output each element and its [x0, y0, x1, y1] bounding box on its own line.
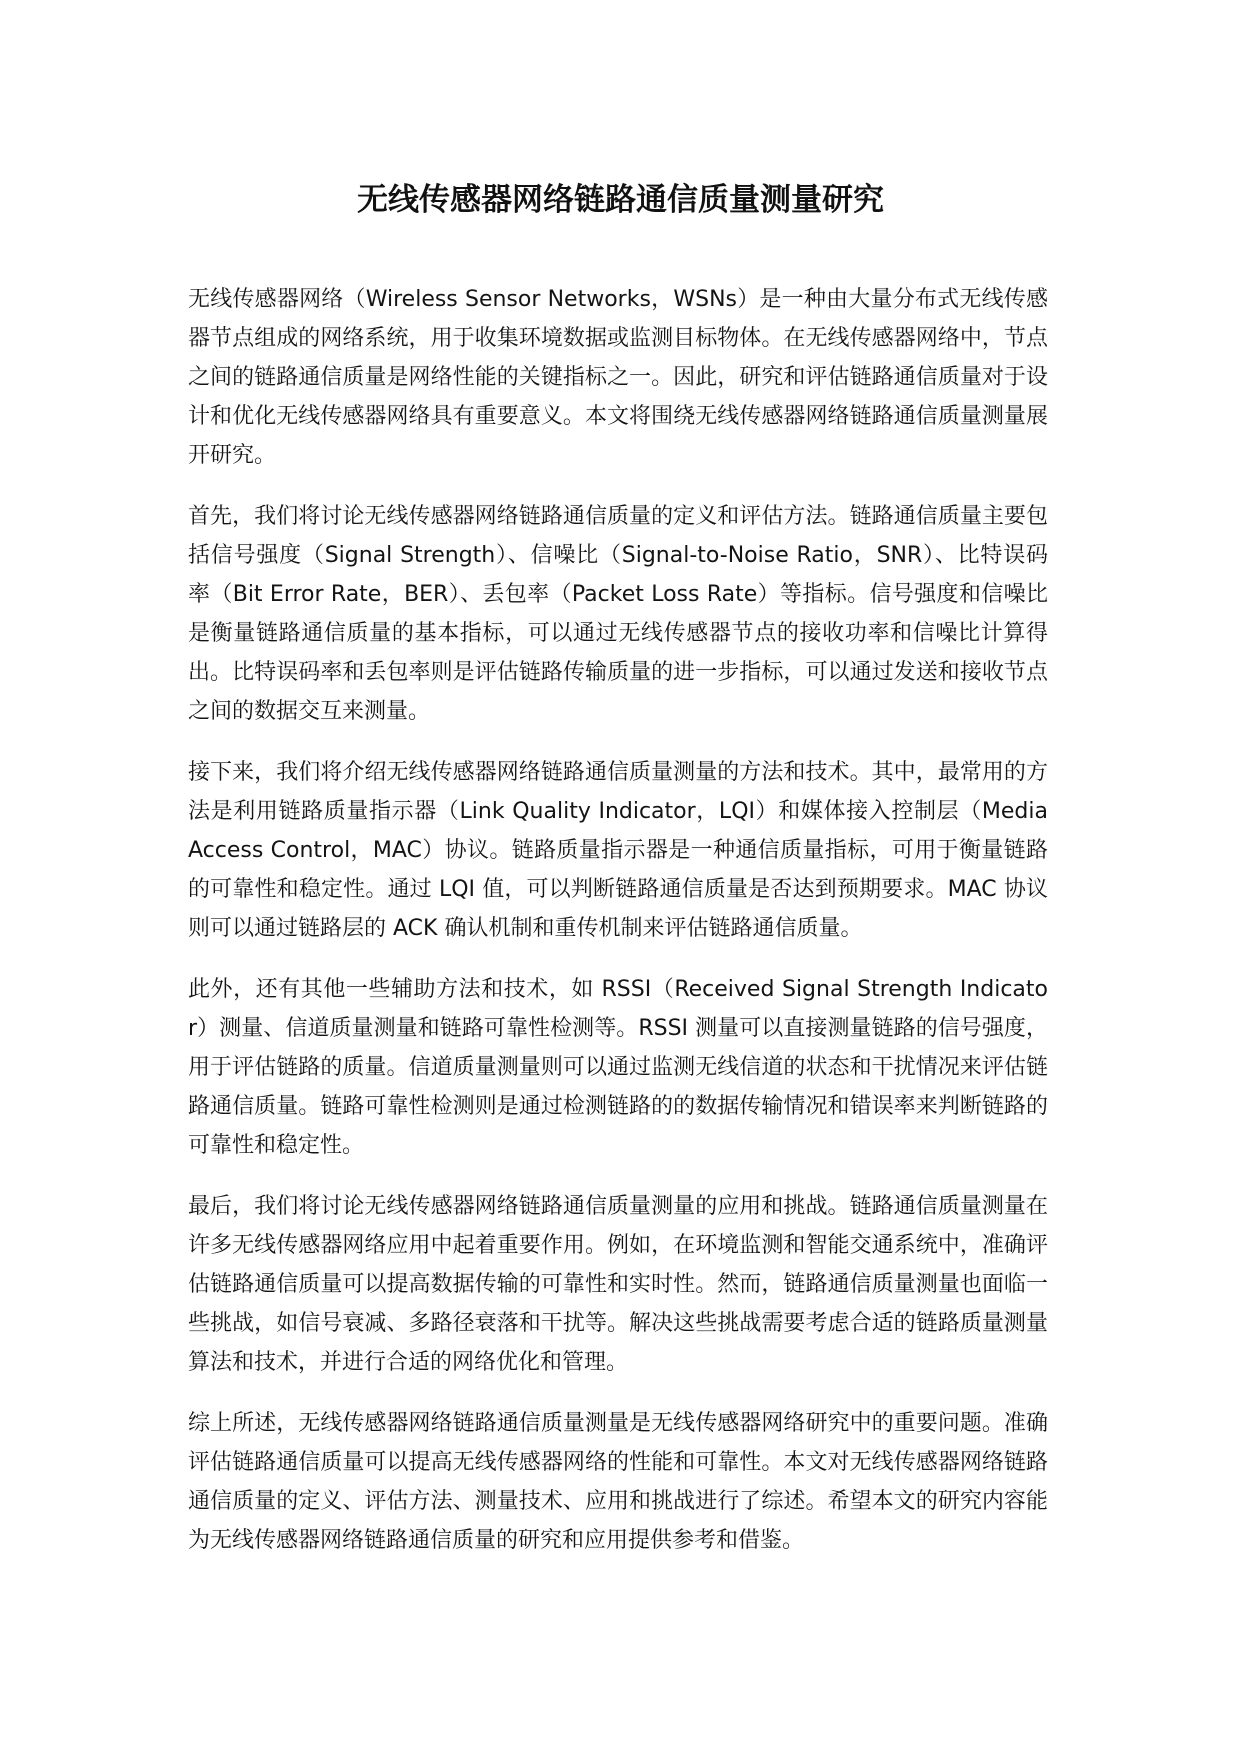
- document-title: 无线传感器网络链路通信质量测量研究: [357, 182, 884, 218]
- paragraph-conclusion: 综上所述，无线传感器网络链路通信质量测量是无线传感器网络研究中的重要问题。准确评估链路通信质量可以提高无线传感器网络的性能和可靠性。本文对无线传感器网络链路通信质量的定义、评估方法、测量技术、应用和挑战进行了综述。希望本文的研究内容能为无线传感器网络链路通信质量的研究和应用提供参考和借鉴。: [188, 1411, 1048, 1553]
- paragraph-auxiliary: 此外，还有其他一些辅助方法和技术，如 RSSI（Received Signal Strength Indicator）测量、信道质量测量和链路可靠性检测等。RSSI 测量可以直接测量链路的信号强度，用于评估链路的质量。信道质量测量则可以通过监测无线信道的状态和干扰情况来评估链路通信质量。链路可靠性检测则是通过检测链路的的数据传输情况和错误率来判断链路的可靠性和稳定性。: [188, 977, 1048, 1158]
- document-body: [188, 280, 1048, 1582]
- paragraph-applications: 最后，我们将讨论无线传感器网络链路通信质量测量的应用和挑战。链路通信质量测量在许多无线传感器网络应用中起着重要作用。例如，在环境监测和智能交通系统中，准确评估链路通信质量可以提高数据传输的可靠性和实时性。然而，链路通信质量测量也面临一些挑战，如信号衰减、多路径衰落和干扰等。解决这些挑战需要考虑合适的链路质量测量算法和技术，并进行合适的网络优化和管理。: [188, 1194, 1048, 1375]
- paragraph-definition: 首先，我们将讨论无线传感器网络链路通信质量的定义和评估方法。链路通信质量主要包括信号强度（Signal Strength）、信噪比（Signal-to-Noise Ratio，SNR）、比特误码率（Bit Error Rate，BER）、丢包率（Packet Loss Rate）等指标。信号强度和信噪比是衡量链路通信质量的基本指标，可以通过无线传感器节点的接收功率和信噪比计算得出。比特误码率和丢包率则是评估链路传输质量的进一步指标，可以通过发送和接收节点之间的数据交互来测量。: [188, 504, 1048, 724]
- paragraph-methods: 接下来，我们将介绍无线传感器网络链路通信质量测量的方法和技术。其中，最常用的方法是利用链路质量指示器（Link Quality Indicator，LQI）和媒体接入控制层（Media Access Control，MAC）协议。链路质量指示器是一种通信质量指标，可用于衡量链路的可靠性和稳定性。通过 LQI 值，可以判断链路通信质量是否达到预期要求。MAC 协议则可以通过链路层的 ACK 确认机制和重传机制来评估链路通信质量。: [188, 760, 1048, 941]
- paragraph-intro: 无线传感器网络（Wireless Sensor Networks，WSNs）是一种由大量分布式无线传感器节点组成的网络系统，用于收集环境数据或监测目标物体。在无线传感器网络中，节点之间的链路通信质量是网络性能的关键指标之一。因此，研究和评估链路通信质量对于设计和优化无线传感器网络具有重要意义。本文将围绕无线传感器网络链路通信质量测量展开研究。: [188, 287, 1048, 468]
